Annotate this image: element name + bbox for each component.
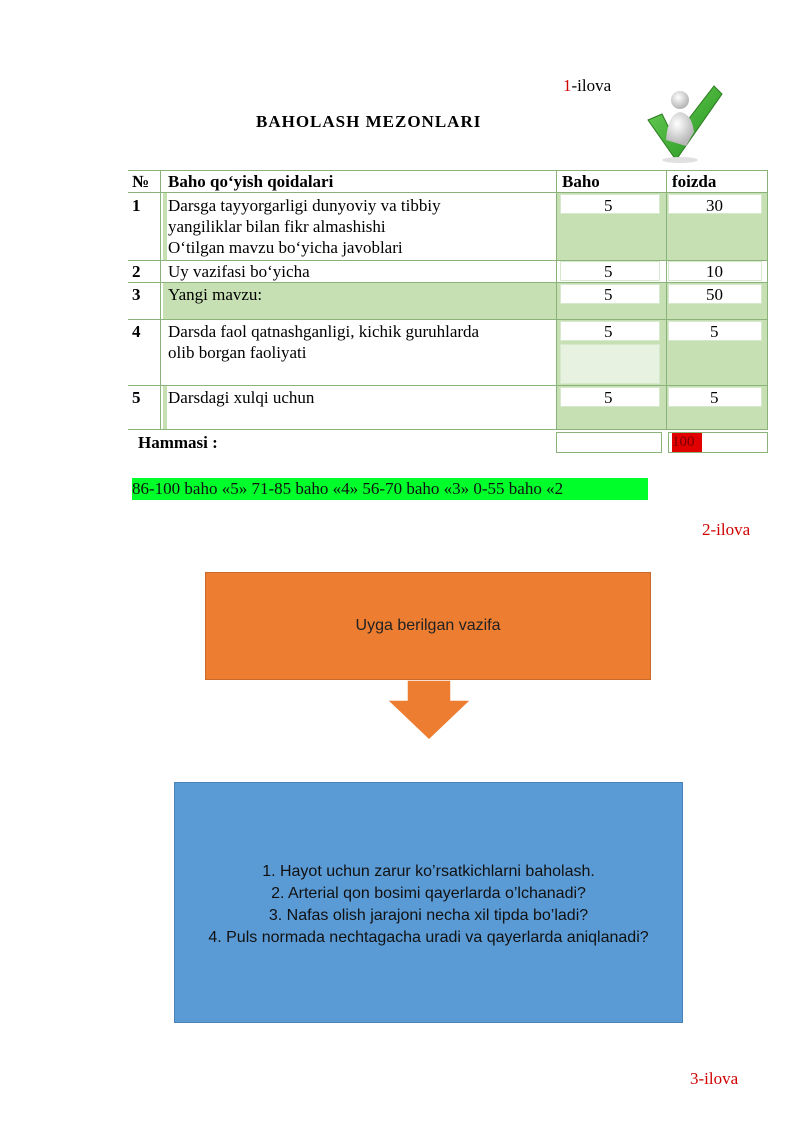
row-text-line: Uy vazifasi bo‘yicha <box>168 262 310 281</box>
header-percent: foizda <box>672 172 717 191</box>
row-percent: 50 <box>706 285 723 304</box>
row-grade: 5 <box>604 285 613 304</box>
row-number: 4 <box>132 322 141 341</box>
row-text-line: Darsga tayyorgarligi dunyoviy va tibbiy <box>168 196 441 215</box>
appendix-2-label: 2-ilova <box>702 520 751 539</box>
questions-box <box>174 782 683 1023</box>
row-text-line: O‘tilgan mavzu bo‘yicha javoblari <box>168 238 403 257</box>
row-grade: 5 <box>604 262 613 281</box>
homework-title: Uyga berilgan vazifa <box>355 617 501 634</box>
row-grade: 5 <box>604 322 613 341</box>
row-number: 2 <box>132 262 141 281</box>
row-number: 1 <box>132 196 141 215</box>
grade-scale: 86-100 baho «5» 71-85 baho «4» 56-70 baho «3» 0-55 baho «2 <box>132 478 648 500</box>
row-percent: 10 <box>706 262 723 281</box>
checkmark-person-icon <box>640 80 725 165</box>
row-text-line: yangiliklar bilan fikr almashishi <box>168 217 386 236</box>
row-number: 3 <box>132 285 141 304</box>
row-text-line: Darsda faol qatnashganligi, kichik guruhlarda <box>168 322 480 341</box>
header-grade: Baho <box>562 172 600 191</box>
appendix-3-label: 3-ilova <box>690 1069 739 1088</box>
row-grade: 5 <box>604 196 613 215</box>
homework-box <box>205 572 651 680</box>
row-percent: 30 <box>706 196 723 215</box>
row-grade: 5 <box>604 388 613 407</box>
row-number: 5 <box>132 388 141 407</box>
page-title: BAHOLASH MEZONLARI <box>256 112 482 131</box>
row-text-line: Darsdagi xulqi uchun <box>168 388 315 407</box>
row-percent: 5 <box>710 322 719 341</box>
header-rules: Baho qo‘yish qoidalari <box>168 172 334 191</box>
question-item: 2. Arterial qon bosimi qayerlarda o’lchanadi? <box>271 885 586 902</box>
header-number: № <box>132 172 150 191</box>
criteria-table <box>128 170 768 455</box>
total-value: 100 <box>672 434 695 450</box>
question-item: 1. Hayot uchun zarur ko’rsatkichlarni baholash. <box>262 863 595 880</box>
question-item: 3. Nafas olish jarajoni necha xil tipda bo’ladi? <box>268 907 589 924</box>
total-label: Hammasi : <box>138 433 218 452</box>
row-text-line: olib borgan faoliyati <box>168 343 307 362</box>
row-percent: 5 <box>710 388 719 407</box>
appendix-1-label: 1-ilova <box>563 76 612 95</box>
question-item: 4. Puls normada nechtagacha uradi va qayerlarda aniqlanadi? <box>208 929 649 946</box>
row-text-line: Yangi mavzu: <box>168 285 263 304</box>
questions-list <box>175 861 682 949</box>
down-arrow-icon <box>385 680 473 742</box>
